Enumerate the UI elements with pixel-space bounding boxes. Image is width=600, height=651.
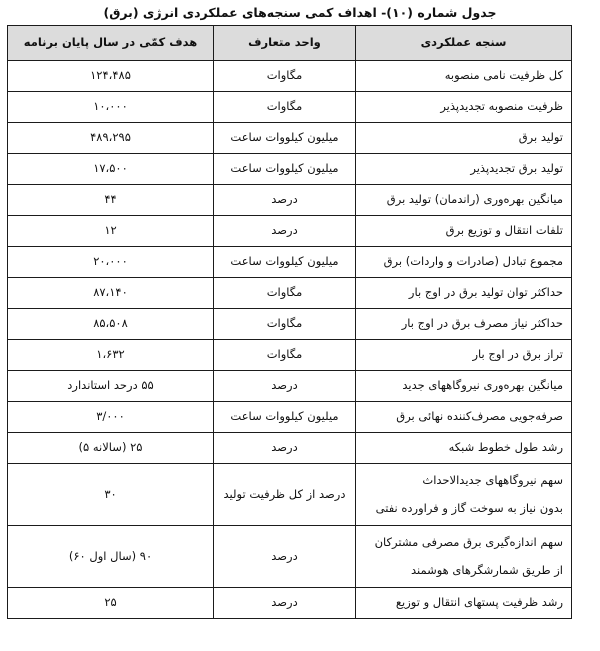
cell-target — [8, 402, 214, 433]
cell-target — [8, 371, 214, 402]
cell-measure — [356, 588, 572, 619]
measure-line: رشد ظرفیت پستهای انتقال و توزیع — [395, 595, 563, 610]
cell-measure — [356, 92, 572, 123]
cell-unit: درصد — [214, 526, 356, 588]
table-header-row — [8, 26, 572, 61]
cell-unit: درصد — [214, 185, 356, 216]
column-header-unit: واحد متعارف — [214, 26, 356, 61]
cell-measure — [356, 526, 572, 588]
target-value: ۲۵ (سالانه ۵) — [78, 440, 143, 455]
cell-measure — [356, 340, 572, 371]
cell-target — [8, 92, 214, 123]
cell-measure — [356, 433, 572, 464]
cell-target — [8, 216, 214, 247]
measure-line: تراز برق در اوج بار — [472, 347, 563, 362]
target-value: ۲۰،۰۰۰ — [93, 254, 128, 269]
cell-unit: درصد — [214, 588, 356, 619]
measure-line: مجموع تبادل (صادرات و واردات) برق — [383, 254, 563, 269]
table-body — [8, 61, 572, 619]
measure-line: بدون نیاز به سوخت گاز و فراورده نفتی — [375, 500, 563, 515]
cell-unit: درصد — [214, 216, 356, 247]
target-value: ۳/۰۰۰ — [96, 409, 125, 424]
cell-unit: میلیون کیلووات ساعت — [214, 247, 356, 278]
cell-measure — [356, 185, 572, 216]
cell-unit: مگاوات — [214, 340, 356, 371]
cell-measure — [356, 371, 572, 402]
table-row — [8, 309, 572, 340]
measure-line: میانگین بهره‌وری نیروگاههای جدید — [402, 378, 563, 393]
cell-unit: مگاوات — [214, 309, 356, 340]
table-row — [8, 340, 572, 371]
cell-measure — [356, 123, 572, 154]
measure-line: ظرفیت منصوبه تجدیدپذیر — [440, 99, 563, 114]
measure-line: تولید برق تجدیدپذیر — [470, 161, 563, 176]
measure-line: حداکثر توان تولید برق در اوج بار — [408, 285, 563, 300]
target-value: ۱۲ — [104, 223, 117, 238]
measure-line: تلفات انتقال و توزیع برق — [445, 223, 563, 238]
table-row — [8, 371, 572, 402]
cell-target — [8, 340, 214, 371]
cell-target — [8, 278, 214, 309]
table-row — [8, 61, 572, 92]
target-value: ۱۰،۰۰۰ — [93, 99, 128, 114]
cell-measure — [356, 154, 572, 185]
cell-target — [8, 154, 214, 185]
column-header-target: هدف کمّی در سال پایان برنامه — [8, 26, 214, 61]
measure-line: صرفه‌جویی مصرف‌کننده نهائی برق — [396, 409, 563, 424]
table-row — [8, 402, 572, 433]
cell-unit: درصد — [214, 433, 356, 464]
cell-measure — [356, 247, 572, 278]
table-container — [8, 25, 572, 619]
table-row — [8, 278, 572, 309]
table-row — [8, 92, 572, 123]
cell-target — [8, 526, 214, 588]
target-value: ۱،۶۳۲ — [96, 347, 125, 362]
measure-line: کل ظرفیت نامی منصوبه — [444, 68, 563, 83]
measure-line: تولید برق — [518, 130, 563, 145]
target-value: ۱۷،۵۰۰ — [93, 161, 128, 176]
cell-measure — [356, 402, 572, 433]
cell-unit: درصد — [214, 371, 356, 402]
cell-unit: میلیون کیلووات ساعت — [214, 402, 356, 433]
measure-line: سهم اندازه‌گیری برق مصرفی مشترکان — [374, 535, 563, 550]
target-value: ۳۰ — [104, 486, 117, 501]
table-header — [8, 26, 572, 61]
measure-line: از طریق شمارشگرهای هوشمند — [410, 562, 563, 577]
cell-unit: مگاوات — [214, 92, 356, 123]
cell-unit: مگاوات — [214, 61, 356, 92]
cell-target — [8, 247, 214, 278]
table-row — [8, 154, 572, 185]
target-value: ۴۴ — [104, 192, 117, 207]
cell-unit: مگاوات — [214, 278, 356, 309]
target-value: ۱۲۴،۴۸۵ — [90, 68, 131, 83]
cell-measure — [356, 216, 572, 247]
table-row — [8, 588, 572, 619]
cell-measure — [356, 61, 572, 92]
cell-target — [8, 464, 214, 526]
measure-line: رشد طول خطوط شبکه — [448, 440, 563, 455]
cell-measure — [356, 309, 572, 340]
table-row — [8, 433, 572, 464]
cell-target — [8, 61, 214, 92]
table-row — [8, 247, 572, 278]
measure-line: میانگین بهره‌وری (راندمان) تولید برق — [386, 192, 563, 207]
cell-unit: میلیون کیلووات ساعت — [214, 123, 356, 154]
measure-line: سهم نیروگاههای جدیدالاحداث — [422, 473, 563, 488]
target-value: ۲۵ — [104, 595, 117, 610]
target-value: ۵۵ درحد استاندارد — [67, 378, 154, 393]
cell-measure — [356, 278, 572, 309]
cell-unit: درصد از کل ظرفیت تولید — [214, 464, 356, 526]
cell-target — [8, 588, 214, 619]
target-value: ۸۵،۵۰۸ — [93, 316, 128, 331]
cell-measure — [356, 464, 572, 526]
table-caption: جدول شماره (۱۰)- اهداف کمی سنجه‌های عملکردی انرژی (برق) — [103, 5, 497, 20]
column-header-measure: سنجه عملکردی — [356, 26, 572, 61]
target-value: ۹۰ (سال اول ۶۰) — [68, 548, 153, 563]
table-row — [8, 185, 572, 216]
target-value: ۴۸۹،۲۹۵ — [90, 130, 131, 145]
table-row — [8, 123, 572, 154]
cell-target — [8, 123, 214, 154]
cell-target — [8, 433, 214, 464]
cell-target — [8, 309, 214, 340]
target-value: ۸۷،۱۴۰ — [93, 285, 128, 300]
table-row — [8, 526, 572, 588]
table-row — [8, 464, 572, 526]
performance-targets-table — [7, 25, 572, 619]
cell-unit: میلیون کیلووات ساعت — [214, 154, 356, 185]
cell-target — [8, 185, 214, 216]
measure-line: حداکثر نیاز مصرف برق در اوج بار — [401, 316, 563, 331]
table-row — [8, 216, 572, 247]
